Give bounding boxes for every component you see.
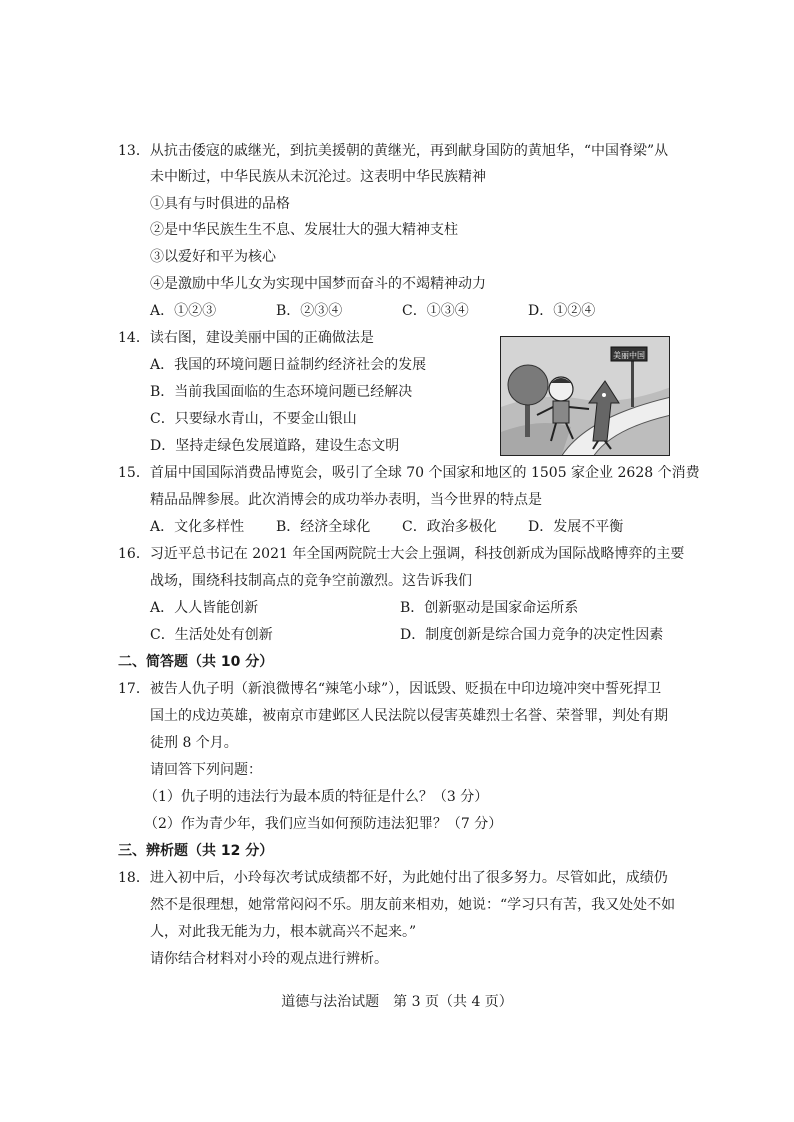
q17-subquestion-1: （1）仇子明的违法行为最本质的特征是什么？（3 分）: [144, 789, 489, 805]
q14-option-a: A．我国的环境问题日益制约经济社会的发展: [150, 357, 427, 373]
cartoon-illustration: [500, 336, 670, 456]
q14-option-b: B．当前我国面临的生态环境问题已经解决: [150, 384, 413, 400]
q13-option-d: D．①②④: [528, 303, 596, 319]
q17-prompt: 请回答下列问题：: [150, 762, 262, 778]
q13-option-b: B．②③④: [276, 303, 343, 319]
q15-option-b: B．经济全球化: [276, 519, 371, 535]
q14-stem: 14．读右图，建设美丽中国的正确做法是: [118, 330, 374, 346]
sign-label: 美丽中国: [613, 351, 645, 360]
q13-statement-2: ②是中华民族生生不息、发展壮大的强大精神支柱: [150, 222, 458, 238]
q13-stem-line2: 未中断过，中华民族从未沉沦过。这表明中华民族精神: [150, 169, 486, 185]
q17-line1: 17．被告人仇子明（新浪微博名“辣笔小球”），因诋毁、贬损在中印边境冲突中誓死捍卫: [118, 681, 662, 697]
section-3-heading: 三、辨析题（共 12 分）: [118, 843, 274, 859]
q15-option-d: D．发展不平衡: [528, 519, 624, 535]
q13-option-c: C．①③④: [402, 303, 469, 319]
q16-stem-line1: 16．习近平总书记在 2021 年全国两院院士大会上强调，科技创新成为国际战略博弈的主要: [118, 546, 685, 562]
q17-line3: 徒刑 8 个月。: [150, 735, 238, 751]
q16-option-d: D．制度创新是综合国力竞争的决定性因素: [400, 627, 664, 643]
q18-prompt: 请你结合材料对小玲的观点进行辨析。: [150, 951, 388, 967]
q16-stem-line2: 战场，围绕科技制高点的竞争空前激烈。这告诉我们: [150, 573, 472, 589]
q13-option-a: A．①②③: [150, 303, 217, 319]
q15-stem-line1: 15．首届中国国际消费品博览会，吸引了全球 70 个国家和地区的 1505 家企业 2628 个消费: [118, 465, 700, 481]
q13-statement-3: ③以爱好和平为核心: [150, 249, 276, 265]
q13-stem-line1: 13．从抗击倭寇的戚继光，到抗美援朝的黄继光，再到献身国防的黄旭华，“中国脊梁”从: [118, 143, 669, 159]
q16-option-c: C．生活处处有创新: [150, 627, 273, 643]
q14-option-d: D．坚持走绿色发展道路，建设生态文明: [150, 438, 400, 454]
q13-statement-1: ①具有与时俱进的品格: [150, 196, 290, 212]
q15-option-c: C．政治多极化: [402, 519, 497, 535]
section-2-heading: 二、简答题（共 10 分）: [118, 654, 274, 670]
q13-statement-4: ④是激励中华儿女为实现中国梦而奋斗的不竭精神动力: [150, 276, 486, 292]
q16-option-a: A．人人皆能创新: [150, 600, 259, 616]
page-footer: 道德与法治试题 第 3 页（共 4 页）: [281, 994, 513, 1010]
q18-line1: 18．进入初中后，小玲每次考试成绩都不好，为此她付出了很多努力。尽管如此，成绩仍: [118, 870, 668, 886]
q18-line3: 人，对此我无能为力，根本就高兴不起来。”: [150, 924, 417, 940]
q14-option-c: C．只要绿水青山，不要金山银山: [150, 411, 357, 427]
q15-option-a: A．文化多样性: [150, 519, 245, 535]
q18-line2: 然不是很理想，她常常闷闷不乐。朋友前来相劝，她说：“学习只有苦，我又处处不如: [150, 897, 676, 913]
q17-subquestion-2: （2）作为青少年，我们应当如何预防违法犯罪？（7 分）: [144, 816, 503, 832]
cartoon-drawing: [501, 337, 670, 456]
q15-stem-line2: 精品品牌参展。此次消博会的成功举办表明，当今世界的特点是: [150, 492, 542, 508]
q16-option-b: B．创新驱动是国家命运所系: [400, 600, 579, 616]
q17-line2: 国土的戍边英雄，被南京市建邺区人民法院以侵害英雄烈士名誉、荣誉罪，判处有期: [150, 708, 668, 724]
